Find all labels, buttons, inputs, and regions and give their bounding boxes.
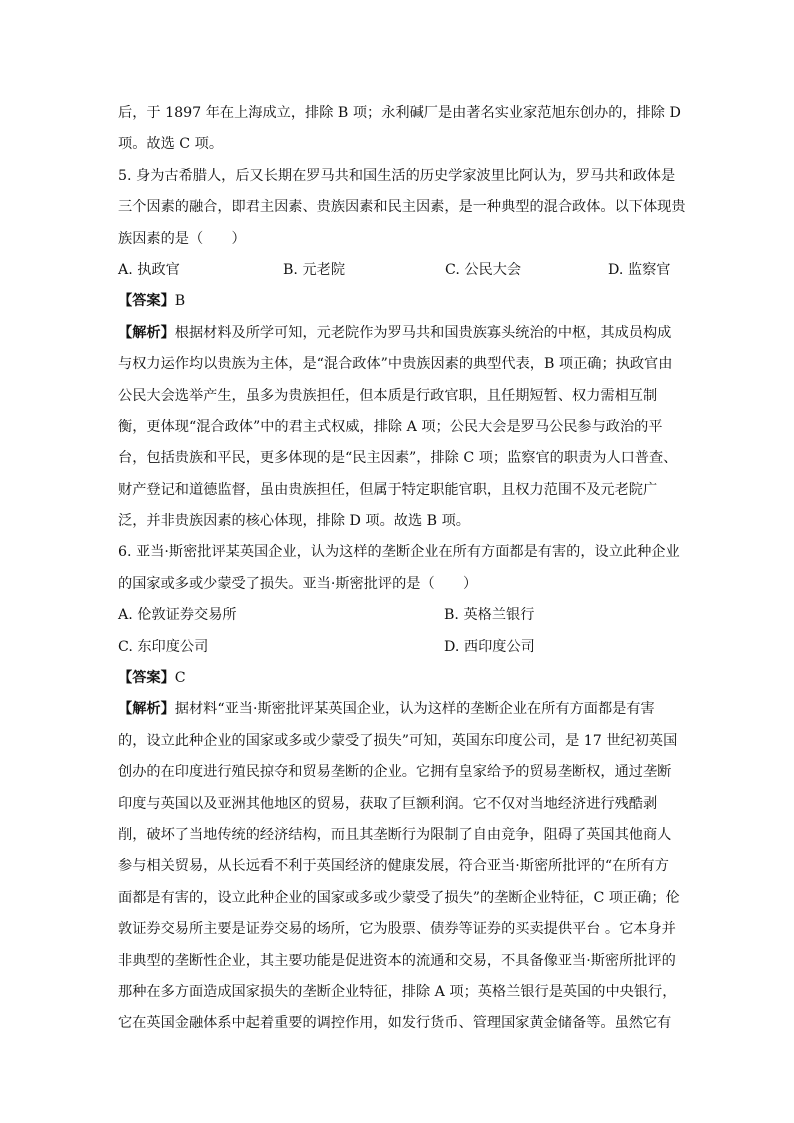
option-c: C. 东印度公司 <box>118 638 209 655</box>
analysis-text: 据材料“亚当·斯密批评某英国企业，认为这样的垄断企业在所有方面都是有害 <box>174 701 655 718</box>
text-line: 族因素的是（ ） <box>118 230 246 247</box>
text-line: 三个因素的融合，即君主因素、贵族因素和民主因素，是一种典型的混合政体。以下体现贵 <box>118 199 686 216</box>
text-line: 的，设立此种企业的国家或多或少蒙受了损失”可知，英国东印度公司，是 17 世纪初英国 <box>118 732 678 749</box>
text-line: 非典型的垄断性企业，其主要功能是促进资本的流通和交易，不具备像亚当·斯密所批评的 <box>118 952 676 969</box>
text-line: 的国家或多或少蒙受了损失。亚当·斯密批评的是（ ） <box>118 575 478 592</box>
option-a: A. 伦敦证券交易所 <box>118 607 237 624</box>
question-5-answer <box>118 286 678 317</box>
question-6-answer <box>118 663 678 694</box>
question-6-options-row2 <box>118 632 678 663</box>
answer-value: C <box>174 670 186 687</box>
text-line: 泛，并非贵族因素的核心体现，排除 D 项。故选 B 项。 <box>118 513 470 530</box>
text-line: 台，包括贵族和平民，更多体现的是“民主因素”，排除 C 项；监察官的职责为人口普查、 <box>118 450 678 467</box>
answer-tag: 【答案】 <box>118 670 175 687</box>
analysis-tag: 【解析】 <box>118 324 175 341</box>
text-line: 创办的在印度进行殖民掠夺和贸易垄断的企业。它拥有皇家给予的贸易垄断权，通过垄断 <box>118 764 672 781</box>
option-d: D. 监察官 <box>608 261 671 278</box>
page-content <box>118 98 686 1040</box>
option-a: A. 执政官 <box>118 261 180 278</box>
question-6-options-row1 <box>118 600 678 631</box>
text-line: 削，破坏了当地传统的经济结构，而且其垄断行为限制了自由竞争，阻碍了英国其他商人 <box>118 826 672 843</box>
question-5-options <box>118 255 678 286</box>
text-line: 财产登记和道德监督，虽由贵族担任，但属于特定职能官职，且权力范围不及元老院广 <box>118 481 658 498</box>
option-b: B. 英格兰银行 <box>444 607 535 624</box>
question-5-stem: 5. 身为古希腊人，后又长期在罗马共和国生活的历史学家波里比阿认为，罗马共和政体是 <box>118 167 676 184</box>
answer-value: B <box>174 293 186 310</box>
text-line: 参与相关贸易，从长远看不利于英国经济的健康发展，符合亚当·斯密所批评的“在所有方 <box>118 858 669 875</box>
text-line: 它在英国金融体系中起着重要的调控作用，如发行货币、管理国家黄金储备等。虽然它有 <box>118 1015 672 1032</box>
question-6-analysis <box>118 694 678 725</box>
question-5-analysis <box>118 318 678 349</box>
text-line: 与权力运作均以贵族为主体，是“混合政体”中贵族因素的典型代表，B 项正确；执政官由 <box>118 356 673 373</box>
text-line: 公民大会选举产生，虽多为贵族担任，但本质是行政官职，且任期短暂、权力需相互制 <box>118 387 658 404</box>
text-line: 面都是有害的，设立此种企业的国家或多或少蒙受了损失”的垄断企业特征，C 项正确；伦 <box>118 889 680 906</box>
option-d: D. 西印度公司 <box>444 638 535 655</box>
text-line: 项。故选 C 项。 <box>118 136 224 153</box>
option-b: B. 元老院 <box>283 261 346 278</box>
text-line: 敦证券交易所主要是证券交易的场所，它为股票、债券等证券的买卖提供平台 。它本身并 <box>118 921 676 938</box>
option-c: C. 公民大会 <box>445 261 522 278</box>
text-line: 后，于 1897 年在上海成立，排除 B 项；永利碱厂是由著名实业家范旭东创办的，排除 D <box>118 105 681 121</box>
question-6-stem: 6. 亚当·斯密批评某英国企业，认为这样的垄断企业在所有方面都是有害的，设立此种企业 <box>118 544 680 561</box>
analysis-tag: 【解析】 <box>118 701 175 718</box>
text-line: 印度与英国以及亚洲其他地区的贸易，获取了巨额利润。它不仅对当地经济进行残酷剥 <box>118 795 658 812</box>
answer-tag: 【答案】 <box>118 293 175 310</box>
text-line: 衡，更体现“混合政体”中的君主式权威，排除 A 项；公民大会是罗马公民参与政治的平 <box>118 418 663 435</box>
analysis-text: 根据材料及所学可知，元老院作为罗马共和国贵族寡头统治的中枢，其成员构成 <box>174 324 672 341</box>
text-line: 那种在多方面造成国家损失的垄断企业特征，排除 A 项；英格兰银行是英国的中央银行， <box>118 983 677 1000</box>
